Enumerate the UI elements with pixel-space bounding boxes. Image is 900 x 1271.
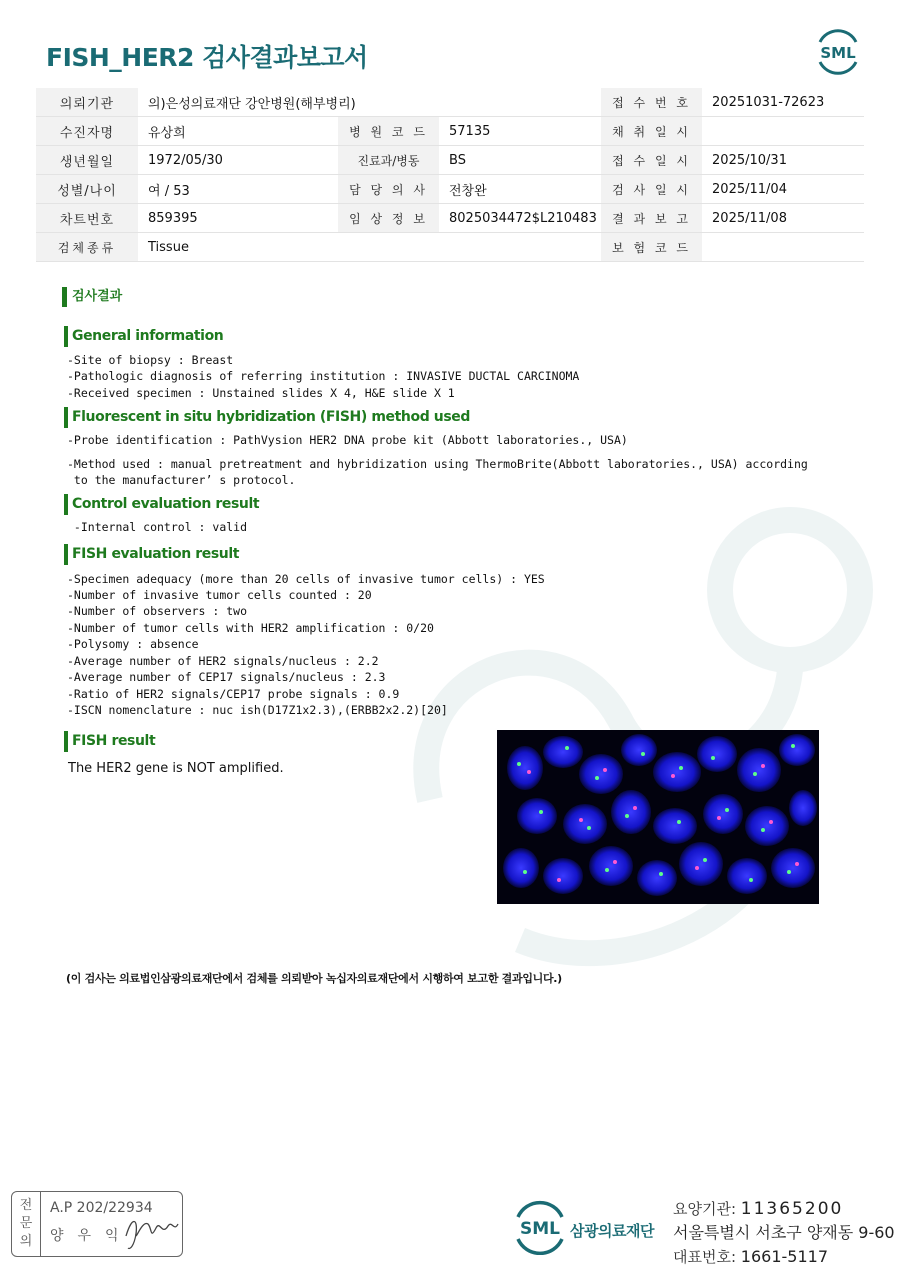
report-date-label: 결 과 보 고: [601, 204, 702, 233]
eval-line-5: -Polysomy : absence: [67, 637, 199, 651]
dept-label: 진료과/병동: [338, 146, 439, 175]
specimen-type-label: 검체종류: [36, 233, 138, 262]
test-date-value: 2025/11/04: [702, 175, 864, 204]
dob-label: 생년월일: [36, 146, 138, 175]
table-row: [36, 146, 864, 175]
general-line-3: -Received specimen : Unstained slides X 4, H&E slide X 1: [67, 386, 455, 400]
receipt-no-value: 20251031-72623: [702, 88, 864, 117]
table-row: [36, 117, 864, 146]
stamp-side-label: [12, 1192, 41, 1256]
control-line-1: -Internal control : valid: [67, 520, 248, 534]
test-date-label: 검 사 일 시: [601, 175, 702, 204]
collection-date-label: 채 취 일 시: [601, 117, 702, 146]
physician-value: 전창완: [439, 175, 601, 204]
general-line-2: -Pathologic diagnosis of referring institution : INVASIVE DUCTAL CARCINOMA: [67, 369, 580, 383]
sml-footer-logo: [510, 1199, 570, 1255]
chart-no-label: 차트번호: [36, 204, 138, 233]
phone-label: 대표번호:: [673, 1248, 737, 1266]
fish-result-text: The HER2 gene is NOT amplified.: [68, 761, 284, 776]
insurance-code-label: 보 험 코 드: [601, 233, 702, 262]
stamp-side-char: 문: [19, 1216, 33, 1231]
stamp-name: 양우익: [50, 1228, 133, 1244]
eval-line-4: -Number of tumor cells with HER2 amplification : 0/20: [67, 621, 434, 635]
sml-logo: [812, 28, 864, 76]
report-title: FISH_HER2 검사결과보고서: [46, 43, 368, 72]
specialist-stamp: [11, 1191, 183, 1257]
fish-result-heading: FISH result: [64, 731, 155, 752]
referral-note: (이 검사는 의료법인삼광의료재단에서 검체를 의뢰받아 녹십자의료재단에서 시행하여 보고한 결과입니다.): [66, 972, 562, 985]
eval-line-7: -Average number of CEP17 signals/nucleus : 2.3: [67, 670, 386, 684]
method-line-3: to the manufacturer’ s protocol.: [67, 473, 296, 487]
dob-value: 1972/05/30: [138, 146, 338, 175]
stamp-code: A.P 202/22934: [50, 1200, 153, 1216]
address-value: 서울특별시 서초구 양재동 9-60: [673, 1223, 895, 1242]
requesting-org-label: 의뢰기관: [36, 88, 138, 117]
specimen-type-value: Tissue: [138, 233, 601, 262]
sml-logo-text: SML: [820, 44, 856, 62]
receipt-date-label: 접 수 일 시: [601, 146, 702, 175]
dept-value: BS: [439, 146, 601, 175]
stamp-side-char: 전: [19, 1198, 33, 1213]
footer-org-name: 삼광의료재단: [570, 1222, 654, 1240]
table-row: [36, 88, 864, 117]
receipt-no-label: 접 수 번 호: [601, 88, 702, 117]
clinical-info-value: 8025034472$L210483: [439, 204, 601, 233]
sex-age-value: 여 / 53: [138, 175, 338, 204]
institution-no-value: 11365200: [740, 1199, 844, 1219]
general-info-heading: General information: [64, 326, 223, 347]
patient-name-value: 유상희: [138, 117, 338, 146]
fish-method-heading: Fluorescent in situ hybridization (FISH) method used: [64, 407, 470, 428]
receipt-date-value: 2025/10/31: [702, 146, 864, 175]
insurance-code-value: [702, 233, 864, 262]
institution-no-row: [673, 1197, 895, 1221]
requesting-org-value: 의)은성의료재단 강안병원(해부병리): [138, 88, 601, 117]
table-row: [36, 233, 864, 262]
patient-info-table: [36, 88, 864, 262]
eval-line-6: -Average number of HER2 signals/nucleus : 2.2: [67, 654, 379, 668]
method-line-1: -Probe identification : PathVysion HER2 DNA probe kit (Abbott laboratories., USA): [67, 433, 628, 447]
patient-name-label: 수진자명: [36, 117, 138, 146]
collection-date-value: [702, 117, 864, 146]
results-heading: 검사결과: [62, 287, 122, 307]
fish-microscopy-image: [497, 730, 819, 904]
eval-line-2: -Number of invasive tumor cells counted : 20: [67, 588, 372, 602]
address-row: [673, 1221, 895, 1245]
hospital-code-value: 57135: [439, 117, 601, 146]
sml-footer-logo-text: SML: [520, 1219, 560, 1239]
clinical-info-label: 임 상 정 보: [338, 204, 439, 233]
eval-line-8: -Ratio of HER2 signals/CEP17 probe signals : 0.9: [67, 687, 400, 701]
table-row: [36, 204, 864, 233]
sex-age-label: 성별/나이: [36, 175, 138, 204]
chart-no-value: 859395: [138, 204, 338, 233]
general-line-1: -Site of biopsy : Breast: [67, 353, 234, 367]
phone-value: 1661-5117: [740, 1247, 829, 1266]
eval-line-3: -Number of observers : two: [67, 604, 248, 618]
institution-no-label: 요양기관:: [673, 1200, 737, 1218]
signature: [122, 1206, 182, 1252]
eval-line-9: -ISCN nomenclature : nuc ish(D17Z1x2.3),(ERBB2x2.2)[20]: [67, 703, 448, 717]
hospital-code-label: 병 원 코 드: [338, 117, 439, 146]
eval-line-1: -Specimen adequacy (more than 20 cells of invasive tumor cells) : YES: [67, 572, 545, 586]
control-eval-heading: Control evaluation result: [64, 494, 259, 515]
footer-contact-info: [673, 1197, 895, 1269]
fish-eval-heading: FISH evaluation result: [64, 544, 239, 565]
method-line-2: -Method used : manual pretreatment and hybridization using ThermoBrite(Abbott laboratories., USA) according: [67, 457, 808, 471]
stamp-side-char: 의: [19, 1234, 33, 1249]
physician-label: 담 당 의 사: [338, 175, 439, 204]
table-row: [36, 175, 864, 204]
report-date-value: 2025/11/08: [702, 204, 864, 233]
phone-row: [673, 1245, 895, 1269]
